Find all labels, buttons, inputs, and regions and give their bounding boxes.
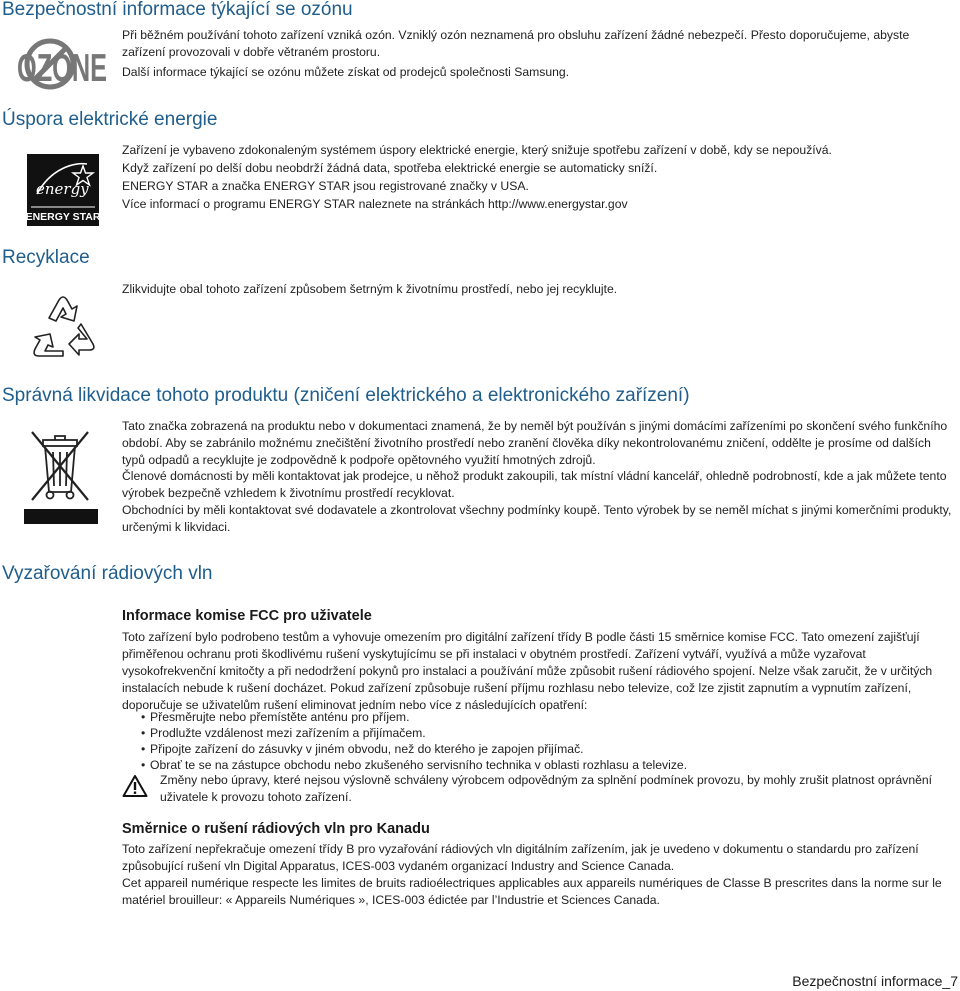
energy-logo-label: ENERGY STAR	[25, 211, 101, 223]
list-item: • Přesměrujte nebo přemístěte anténu pro příjem.	[122, 709, 687, 725]
energy-logo-script: energy	[36, 180, 89, 198]
recycle-icon	[23, 288, 103, 366]
fcc-heading: Informace komise FCC pro uživatele	[122, 608, 372, 624]
energy-line-2: Když zařízení po delší dobu neobdrží žádná data, spotřeba elektrické energie se automaticky sníží.	[122, 161, 658, 175]
disposal-paragraph-2: Členové domácnosti by měli kontaktovat jak prodejce, u něhož produkt zakoupili, tak místní vládní kancelář, ohledně podrobností, kde a jak můžete tento výrobek bezpečně vzhledem k životnímu prostředí recyklovat.	[122, 469, 947, 500]
canada-paragraph-fr: Cet appareil numérique respecte les limites de bruits radioélectriques applicables aux appareils numériques de Classe B prescrites dans la norme sur le matériel brouilleur: « Appareils Numériques », ICES-003 édictée par l’Industrie et Sciences Canada.	[122, 876, 942, 907]
canada-paragraph: Toto zařízení nepřekračuje omezení třídy B pro vyzařování rádiových vln digitálním zařízením, jak je uvedeno v dokumentu o standardu pro zařízení způsobující rušení vln Digital Apparatus, ICES-003 vydaném organizací Industry and Science Canada.	[122, 842, 919, 873]
ozone-samsung-info: Další informace týkající se ozónu můžete získat od prodejců společnosti Samsung.	[122, 65, 570, 79]
fcc-paragraph: Toto zařízení bylo podrobeno testům a vyhovuje omezením pro digitální zařízení třídy B podle části 15 směrnice komise FCC. Tato omezení zajišťují přiměřenou ochranu proti škodlivému rušení vyskytujícímu se při instalaci v obytném prostředí. Zařízení vytváří, využívá a může vyzařovat vysokofrekvenční kmitočty a při nedodržení pokynů pro instalaci a používání může způsobit rušení rádiového spojení. Nelze však zaručit, že v určitých instalacích nebude k rušení docházet. Pokud zařízení způsobuje rušení příjmu rozhlasu nebo televize, což lze zjistit zapnutím a vypnutím zařízení, doporučuje se uživatelům rušení eliminovat jedním nebo více z následujících opatření:	[122, 630, 933, 712]
disposal-paragraph-3: Obchodníci by měli kontaktovat své dodavatele a zkontrolovat všechny podmínky koupě. Tento výrobek by se neměl míchat s jinými komerčními produkty, určenými k likvidaci.	[122, 503, 952, 534]
list-item: • Obrať te se na zástupce obchodu nebo zkušeného servisního technika v oblasti rozhlasu a televize.	[122, 757, 687, 773]
weee-bin-icon	[24, 426, 98, 524]
ozone-section-title: Bezpečnostní informace týkající se ozónu	[2, 0, 353, 20]
fcc-measures-list	[122, 709, 687, 773]
page-footer: Bezpečnostní informace_7	[792, 973, 958, 989]
energy-star-icon	[27, 154, 99, 226]
recycling-section-title: Recyklace	[2, 247, 90, 268]
warning-icon	[122, 774, 148, 798]
list-item: • Prodlužte vzdálenost mezi zařízením a přijímačem.	[122, 725, 687, 741]
ozone-icon	[16, 34, 108, 94]
ozone-logo-text: OZONE	[17, 47, 107, 90]
list-item: • Připojte zařízení do zásuvky v jiném obvodu, než do kterého je zapojen přijímač.	[122, 741, 687, 757]
energy-section-title: Úspora elektrické energie	[2, 109, 218, 130]
fcc-warning-text: Změny nebo úpravy, které nejsou výslovně schváleny výrobcem odpovědným za splnění podmínek provozu, by mohly zrušit platnost oprávnění uživatele k provozu tohoto zařízení.	[160, 773, 933, 804]
ozone-paragraph: Při běžném používání tohoto zařízení vzniká ozón. Vzniklý ozón neznamená pro obsluhu zařízení žádné nebezpečí. Přesto doporučujeme, abyste zařízení provozovali v dobře větraném prostoru.	[122, 28, 910, 59]
energy-line-3: ENERGY STAR a značka ENERGY STAR jsou registrované značky v USA.	[122, 179, 529, 193]
canada-heading: Směrnice o rušení rádiových vln pro Kanadu	[122, 821, 430, 837]
recycling-paragraph: Zlikvidujte obal tohoto zařízení způsobem šetrným k životnímu prostředí, nebo jej recyklujte.	[122, 282, 618, 296]
radio-section-title: Vyzařování rádiových vln	[2, 563, 213, 584]
energy-line-1: Zařízení je vybaveno zdokonaleným systémem úspory elektrické energie, který snižuje spotřebu zařízení v době, kdy se nepoužívá.	[122, 143, 832, 157]
energy-line-4: Více informací o programu ENERGY STAR naleznete na stránkách http://www.energystar.gov	[122, 197, 628, 211]
disposal-paragraph-1: Tato značka zobrazená na produktu nebo v dokumentaci znamená, že by neměl být používán s jinými domácími zařízeními po skončení svého funkčního období. Aby se zabránilo možnému znečištění životního prostředí nebo zranění člověka díky nekontrolovanému zničení, oddělte je prosíme od dalších typů odpadů a recyklujte je zodpovědně k podpoře opětovného využití hmotných zdrojů.	[122, 419, 948, 467]
disposal-section-title: Správná likvidace tohoto produktu (zničení elektrického a elektronického zařízení)	[2, 385, 690, 406]
